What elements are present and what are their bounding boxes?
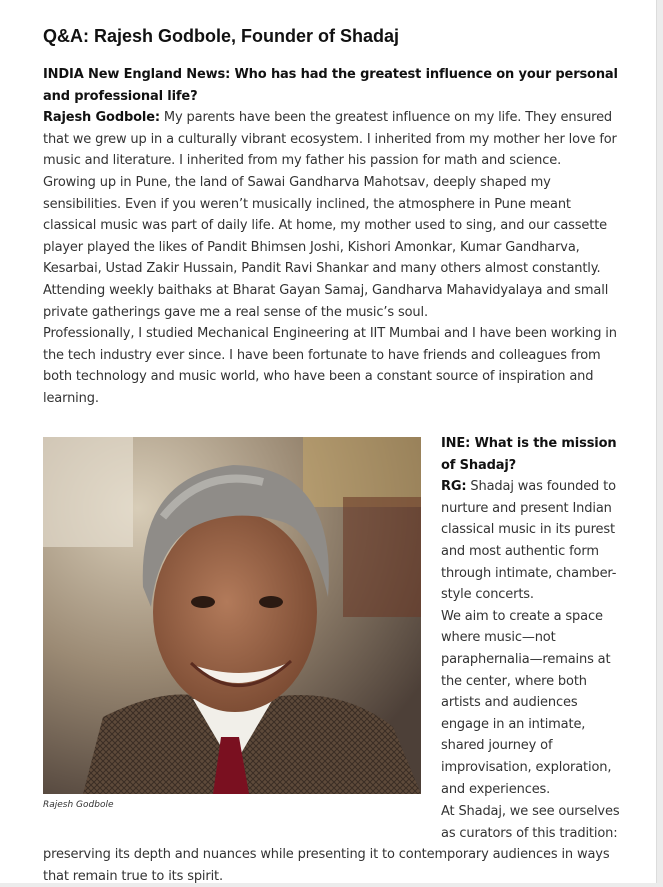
answer-1-text-1: My parents have been the greatest influence on my life. They ensured that we grew up in a culturally vibrant ecosystem. I inherited from my mother her love for music and literature. I inherited from my father his passion for math and science.	[43, 110, 617, 169]
answer-2-speaker: RG:	[441, 479, 467, 495]
answer-1-speaker: Rajesh Godbole:	[43, 110, 160, 126]
answer-2-text-3a: At Shadaj, we see ourselves as curators of this tradition:	[441, 804, 620, 841]
photo-caption: Rajesh Godbole	[43, 800, 114, 810]
question-1-text: INDIA New England News: Who has had the greatest influence on your personal and professional life?	[43, 67, 618, 104]
question-2-column	[441, 433, 623, 800]
answer-2-paragraph-1	[441, 476, 623, 606]
question-2-text: INE: What is the mission of Shadaj?	[441, 436, 617, 473]
answer-2-text-3b: preserving its depth and nuances while presenting it to contemporary audiences in ways that remain true to its spirit.	[43, 847, 610, 884]
answer-2-paragraph-3	[43, 801, 633, 887]
answer-2-text-1: Shadaj was founded to nurture and present Indian classical music in its purest and most authentic form through intimate, chamber-style concerts.	[441, 479, 617, 603]
portrait-photo	[43, 437, 421, 794]
answer-1-paragraph-2: Growing up in Pune, the land of Sawai Gandharva Mahotsav, deeply shaped my sensibilities. Even if you weren’t musically inclined, the atmosphere in Pune meant classical music was part of daily life. At home, my mother used to sing, and our cassette player played the likes of Pandit Bhimsen Joshi, Kishori Amonkar, Kumar Gandharva, Kesarbai, Ustad Zakir Hussain, Pandit Ravi Shankar and many others almost constantly. Attending weekly baithaks at Bharat Gayan Samaj, Gandharva Mahavidyalaya and small private gatherings gave me a real sense of the music’s soul.	[43, 174, 609, 320]
question-2	[441, 433, 623, 476]
question-1	[43, 64, 623, 107]
answer-1-paragraph-3: Professionally, I studied Mechanical Engineering at IIT Mumbai and I have been working in the tech industry ever since. I have been fortunate to have friends and colleagues from both technology and music world, who have been a constant source of inspiration and learning.	[43, 326, 617, 406]
answer-2-paragraph-2: We aim to create a space where music—not paraphernalia—remains at the center, where both artists and audiences engage in an intimate, shared journey of improvisation, exploration, and experiences.	[441, 608, 612, 797]
article-title: Q&A: Rajesh Godbole, Founder of Shadaj	[43, 26, 400, 46]
answer-1-paragraph-1	[43, 107, 623, 172]
article-body	[43, 64, 623, 410]
